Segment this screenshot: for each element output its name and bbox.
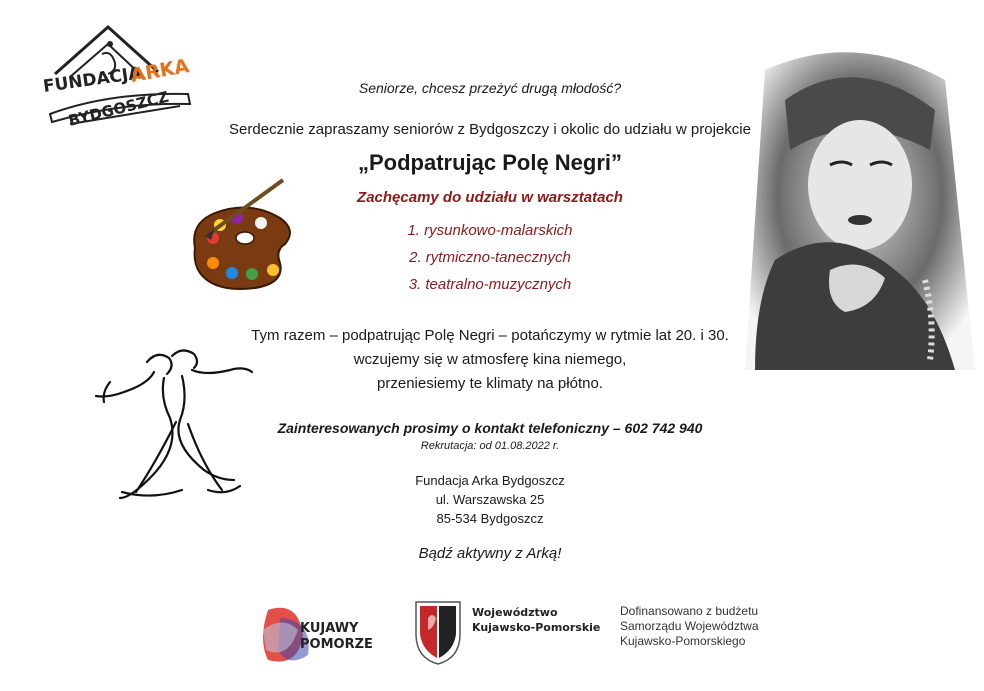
- address-line: ul. Warszawska 25: [435, 492, 545, 507]
- project-title: „Podpatrując Polę Negri”: [357, 150, 623, 175]
- funding-line: Samorządu Województwa: [620, 619, 759, 633]
- address-line: 85-534 Bydgoszcz: [436, 511, 544, 526]
- recruitment-date: Rekrutacja: od 01.08.2022 r.: [420, 440, 560, 452]
- funding-line: Kujawsko-Pomorskiego: [620, 634, 746, 648]
- body-line: wczujemy się w atmosferę kina niemego,: [353, 351, 627, 368]
- workshop-item: 1. rysunkowo-malarskich: [407, 222, 573, 239]
- address-line: Fundacja Arka Bydgoszcz: [415, 473, 565, 488]
- motto: Bądź aktywny z Arką!: [418, 545, 562, 562]
- address-block: [210, 471, 770, 528]
- logo-line2: ARKA: [129, 55, 191, 87]
- body-text: [210, 324, 770, 396]
- workshop-list: [210, 217, 770, 298]
- fundacja-arka-logo: [40, 22, 195, 140]
- workshop-item: 2. rytmiczno-tanecznych: [409, 249, 571, 266]
- funding-note: [620, 604, 840, 649]
- kp-line2: POMORZE: [300, 637, 373, 652]
- workshops-subtitle: Zachęcamy do udziału w warsztatach: [357, 189, 623, 206]
- logo-line1: FUNDACJA: [41, 63, 143, 97]
- portrait-photo: [735, 40, 980, 380]
- voivodeship-logo: [412, 598, 602, 668]
- body-line: Tym razem – podpatrując Polę Negri – potańczymy w rytmie lat 20. i 30.: [251, 327, 729, 344]
- woj-line2: Kujawsko-Pomorskie: [472, 621, 601, 634]
- woj-line1: Województwo: [472, 606, 558, 619]
- body-line: przeniesiemy te klimaty na płótno.: [377, 375, 603, 392]
- logo-graphic: [40, 22, 195, 140]
- invite-text: Serdecznie zapraszamy seniorów z Bydgoszczy i okolic do udziału w projekcie: [229, 121, 751, 138]
- logo-line3: BYDGOSZCZ: [66, 87, 171, 130]
- kp-line1: KUJAWY: [300, 621, 359, 636]
- intro-text: Seniorze, chcesz przeżyć drugą młodość?: [358, 80, 622, 96]
- contact-info: Zainteresowanych prosimy o kontakt telefoniczny – 602 742 940: [277, 420, 703, 436]
- kujawy-pomorze-logo: [258, 600, 388, 670]
- coat-of-arms-icon: [416, 602, 460, 664]
- workshop-item: 3. teatralno-muzycznych: [408, 276, 572, 293]
- funding-line: Dofinansowano z budżetu: [620, 604, 759, 618]
